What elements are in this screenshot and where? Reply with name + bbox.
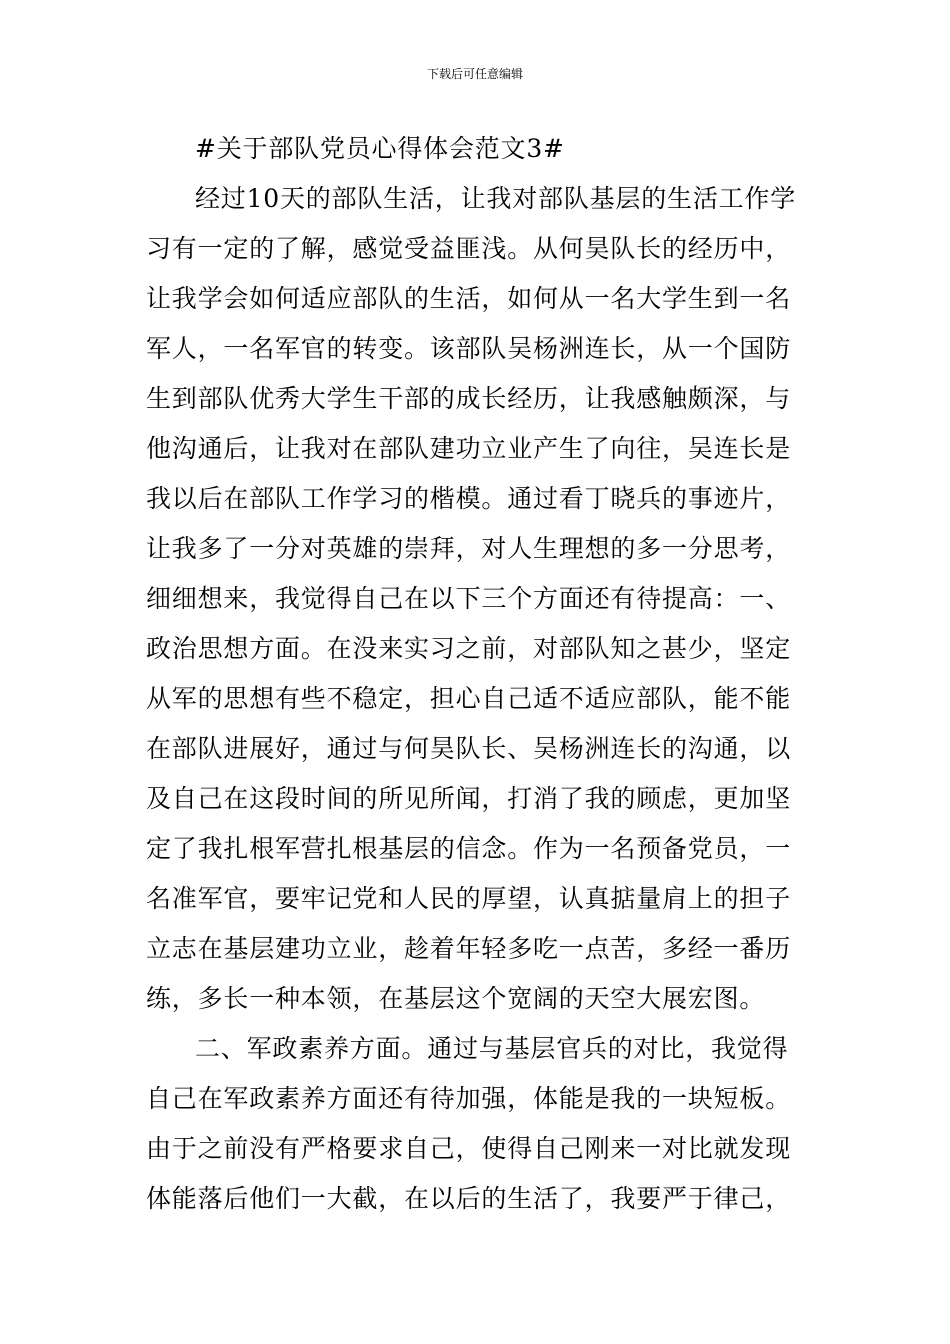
paragraph-line: 他沟通后，让我对在部队建功立业产生了向往，吴连长是 — [146, 434, 792, 463]
paragraph-line: 我以后在部队工作学习的楷模。通过看丁晓兵的事迹片， — [146, 484, 792, 513]
paragraph-line: 细细想来，我觉得自己在以下三个方面还有待提高：一、 — [146, 584, 792, 613]
paragraph-line: 从军的思想有些不稳定，担心自己适不适应部队，能不能 — [146, 684, 792, 713]
paragraph-line: 二、军政素养方面。通过与基层官兵的对比，我觉得 — [195, 1034, 789, 1063]
paragraph-line: 自己在军政素养方面还有待加强，体能是我的一块短板。 — [146, 1084, 792, 1113]
paragraph-2 — [146, 1030, 811, 1230]
paragraph-line: 经过10天的部队生活，让我对部队基层的生活工作学 — [195, 184, 797, 213]
paragraph-line: 名准军官，要牢记党和人民的厚望，认真掂量肩上的担子 — [146, 884, 792, 913]
paragraph-line: 在部队进展好，通过与何昊队长、吴杨洲连长的沟通，以 — [146, 734, 792, 763]
paragraph-line: 立志在基层建功立业，趁着年轻多吃一点苦，多经一番历 — [146, 934, 792, 963]
paragraph-line: 及自己在这段时间的所见所闻，打消了我的顾虑，更加坚 — [146, 784, 792, 813]
document-body — [146, 130, 811, 1230]
paragraph-line: 军人，一名军官的转变。该部队吴杨洲连长，从一个国防 — [146, 334, 792, 363]
paragraph-line: 生到部队优秀大学生干部的成长经历，让我感触颇深，与 — [146, 384, 792, 413]
paragraph-line: 由于之前没有严格要求自己，使得自己刚来一对比就发现 — [146, 1134, 792, 1163]
paragraph-line: 定了我扎根军营扎根基层的信念。作为一名预备党员，一 — [146, 834, 792, 863]
document-title: #关于部队党员心得体会范文3# — [195, 134, 565, 163]
paragraph-line: 习有一定的了解，感觉受益匪浅。从何昊队长的经历中， — [146, 234, 792, 263]
paragraph-line: 练，多长一种本领，在基层这个宽阔的天空大展宏图。 — [146, 984, 766, 1013]
paragraph-line: 体能落后他们一大截，在以后的生活了，我要严于律己， — [146, 1184, 792, 1213]
paragraph-line: 让我多了一分对英雄的崇拜，对人生理想的多一分思考， — [146, 534, 792, 563]
header-note: 下载后可任意编辑 — [426, 67, 523, 81]
paragraph-line: 政治思想方面。在没来实习之前，对部队知之甚少，坚定 — [146, 634, 792, 663]
paragraph-line: 让我学会如何适应部队的生活，如何从一名大学生到一名 — [146, 284, 792, 313]
paragraph-1 — [146, 180, 811, 1030]
